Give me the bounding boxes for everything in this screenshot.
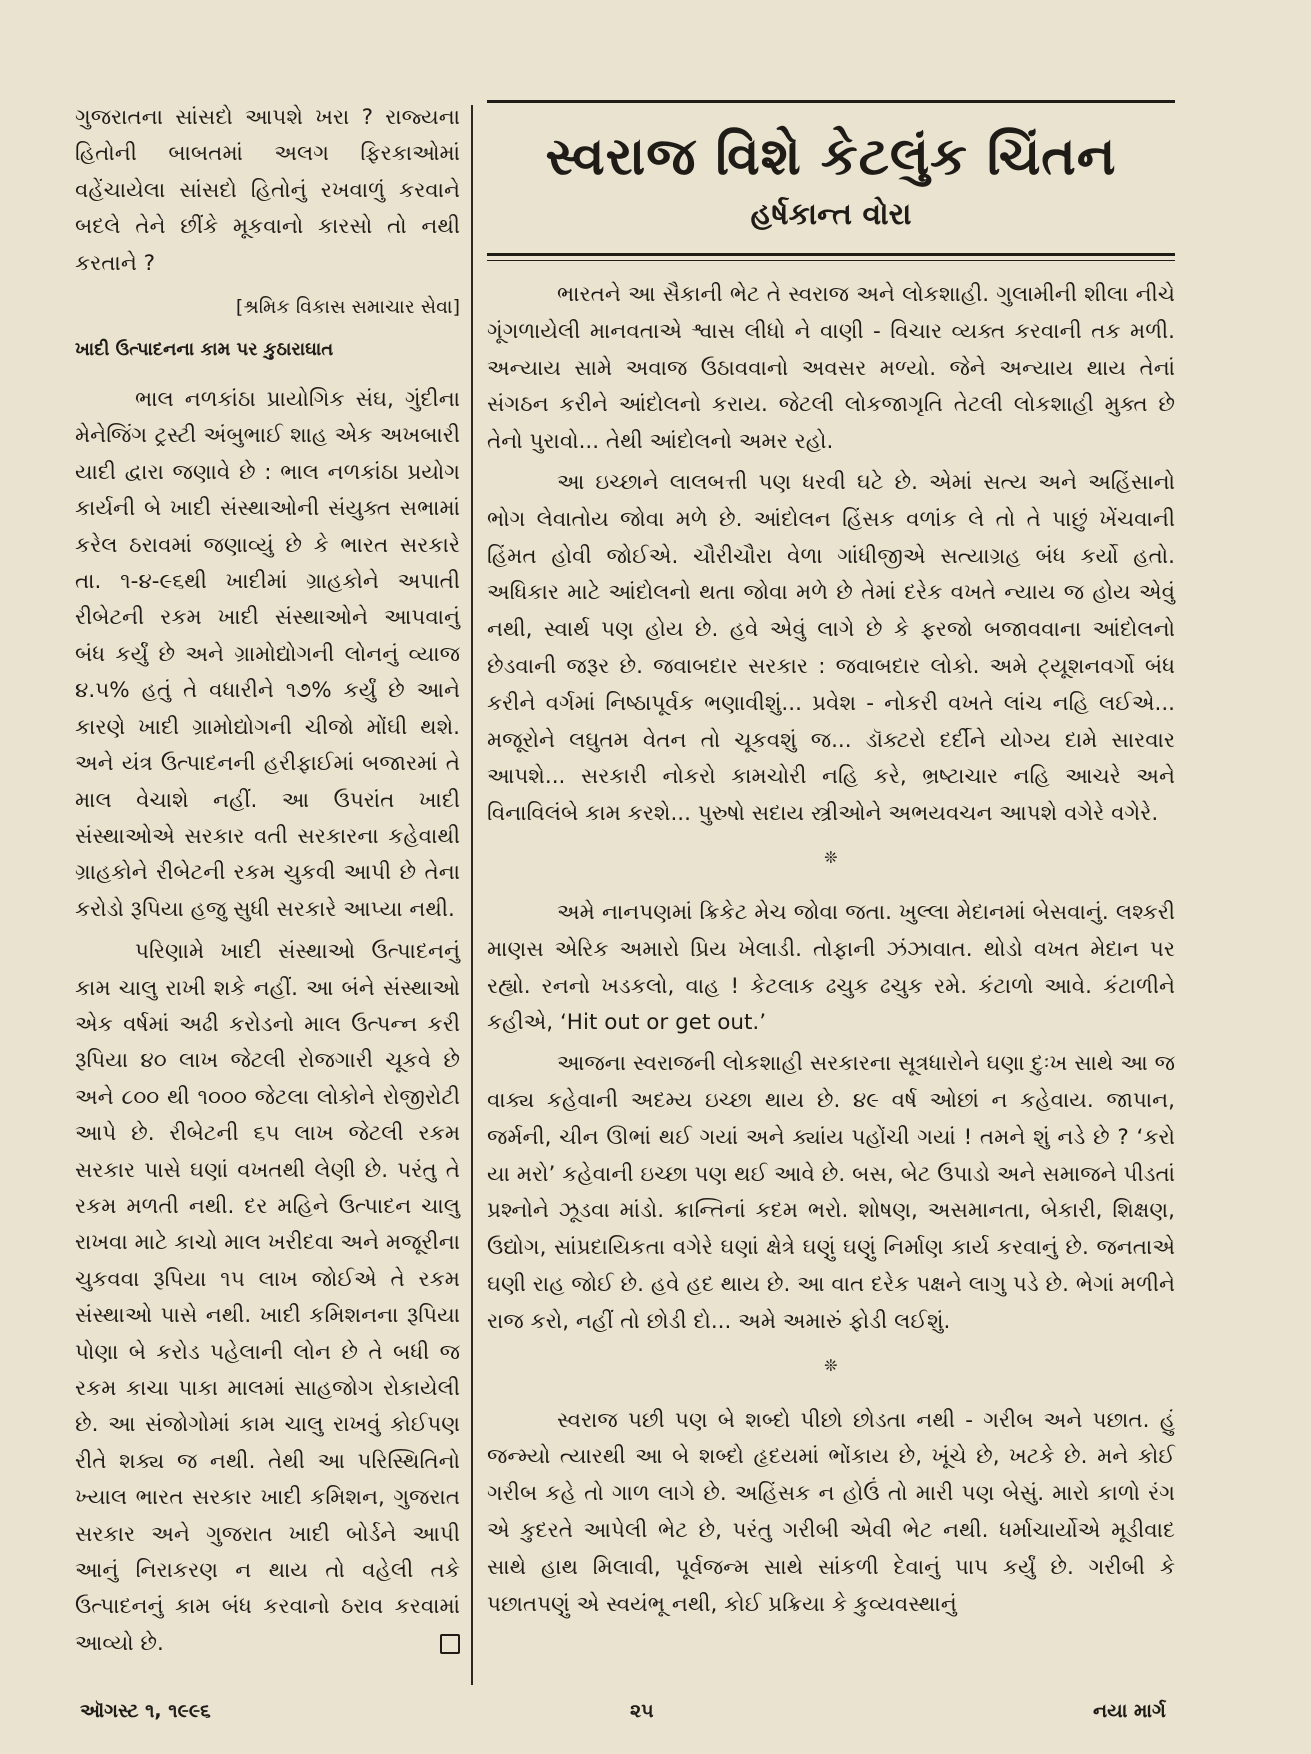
title-bottom-rule (487, 253, 1175, 256)
article-paragraph-2: આ ઇચ્છાને લાલબત્તી પણ ધરવી ઘટે છે. એમાં સત્ય અને અહિંસાનો ભોગ લેવાતોય જોવા મળે છે. આંદોલન હિંસક વળાંક લે તો તે પાછું ખેંચવાની હિંમત હોવી જોઈએ. ચૌરીચૌરા વેળા ગાંધીજીએ સત્યાગ્રહ બંધ કર્યો હતો. અધિકાર માટે આંદોલનો થતા જોવા મળે છે તેમાં દરેક વખતે ન્યાય જ હોય એવું નથી, સ્વાર્થ પણ હોય છે. હવે એવું લાગે છે કે ફરજો બજાવવાના આંદોલનો છેડવાની જરૂર છે. જવાબદાર સરકાર : જવાબદાર લોકો. અમે ટ્યૂશનવર્ગો બંધ કરીને વર્ગમાં નિષ્ઠાપૂર્વક ભણાવીશું... પ્રવેશ - નોકરી વખતે લાંચ નહિ લઈએ... મજૂરોને લઘુતમ વેતન તો ચૂકવશું જ... ડૉક્ટરો દર્દીને યોગ્ય દામે સારવાર આપશે... સરકારી નોકરો કામચોરી નહિ કરે, ભ્રષ્ટાચાર નહિ આચરે અને વિનાવિલંબે કામ કરશે... પુરુષો સદાય સ્ત્રીઓને અભયવચન આપશે વગેરે વગેરે. (487, 469, 1175, 827)
column-divider (471, 105, 473, 1685)
title-top-rule (487, 100, 1175, 103)
title-bottom-rule-thin (487, 260, 1175, 261)
end-mark-icon (440, 1634, 460, 1654)
footer-publication: નયા માર્ગ (1093, 1700, 1166, 1722)
section-separator-icon-2: ❊ (824, 1355, 838, 1375)
section-separator-icon: ❊ (824, 847, 838, 867)
left-column (75, 100, 460, 1662)
article-author: હર્ષકાન્ત વોરા (750, 197, 912, 232)
article-column (487, 100, 1175, 1623)
article-paragraph-5: સ્વરાજ પછી પણ બે શબ્દો પીછો છોડતા નથી - ગરીબ અને પછાત. હું જન્મ્યો ત્યારથી આ બે શબ્દો હૃદયમાં ભોંકાય છે, ખૂંચે છે, ખટકે છે. મને કોઈ ગરીબ કહે તો ગાળ લાગે છે. અહિંસક ન હોઉં તો મારી પણ બેસું. મારો કાળો રંગ એ કુદરતે આપેલી ભેટ છે, પરંતુ ગરીબી એવી ભેટ નથી. ધર્માચાર્યોએ મૂડીવાદ સાથે હાથ મિલાવી, પૂર્વજન્મ સાથે સાંકળી દેવાનું પાપ કર્યું છે. ગરીબી કે પછાતપણું એ સ્વયંભૂ નથી, કોઈ પ્રક્રિયા કે કુવ્યવસ્થાનું (487, 1407, 1175, 1617)
intro-paragraph: ગુજરાતના સાંસદો આપશે ખરા ? રાજ્યના હિતોની બાબતમાં અલગ ફિરકાઓમાં વહેંચાયેલા સાંસદો હિતોનું રખવાળું કરવાને બદલે તેને છીંકે મૂકવાનો કારસો તો નથી કરતાને ? (75, 105, 460, 276)
source-credit: [શ્રમિક વિકાસ સમાચાર સેવા] (235, 296, 460, 319)
news-subheading: ખાદી ઉત્પાદનના કામ પર કુઠારાઘાત (75, 339, 334, 361)
news-paragraph-2-text: પરિણામે ખાદી સંસ્થાઓ ઉત્પાદનનું કામ ચાલુ રાખી શકે નહીં. આ બંને સંસ્થાઓ એક વર્ષમાં અઢી કરોડનો માલ ઉત્પન્ન કરી રૂપિયા ૪૦ લાખ જેટલી રોજગારી ચૂકવે છે અને ૮૦૦ થી ૧૦૦૦ જેટલા લોકોને રોજીરોટી આપે છે. રીબેટની ૬૫ લાખ જેટલી રકમ સરકાર પાસે ઘણાં વખતથી લેણી છે. પરંતુ તે રકમ મળતી નથી. દર મહિને ઉત્પાદન ચાલુ રાખવા માટે કાચો માલ ખરીદવા અને મજૂરીના ચુકવવા રૂપિયા ૧૫ લાખ જોઈએ તે રકમ સંસ્થાઓ પાસે નથી. ખાદી કમિશનના રૂપિયા પોણા બે કરોડ પહેલાની લોન છે તે બધી જ રકમ કાચા પાકા માલમાં સાહજોગ રોકાયેલી છે. આ સંજોગોમાં કામ ચાલુ રાખવું કોઈપણ રીતે શક્ય જ નથી. તેથી આ પરિસ્થિતિનો ખ્યાલ ભારત સરકાર ખાદી કમિશન, ગુજરાત સરકાર અને ગુજરાત ખાદી બોર્ડને આપી આનું નિરાકરણ ન થાય તો વહેલી તકે ઉત્પાદનનું કામ બંધ કરવાનો ઠરાવ કરવામાં આવ્યો છે. (75, 939, 460, 1656)
footer-date: ઑગસ્ટ ૧, ૧૯૯૬ (80, 1700, 211, 1722)
news-paragraph-2 (75, 934, 460, 1662)
article-paragraph-1: ભારતને આ સૈકાની ભેટ તે સ્વરાજ અને લોકશાહી. ગુલામીની શીલા નીચે ગૂંગળાયેલી માનવતાએ શ્વાસ લીધો ને વાણી - વિચાર વ્યક્ત કરવાની તક મળી. અન્યાય સામે અવાજ ઉઠાવવાનો અવસર મળ્યો. જેને અન્યાય થાય તેનાં સંગઠન કરીને આંદોલનો કરાય. જેટલી લોકજાગૃતિ તેટલી લોકશાહી મુક્ત છે તેનો પુરાવો... તેથી આંદોલનો અમર રહો. (487, 282, 1175, 455)
footer-page-number: ૨૫ (630, 1700, 654, 1722)
article-paragraph-4: આજના સ્વરાજની લોકશાહી સરકારના સૂત્રધારોને ઘણા દુઃખ સાથે આ જ વાક્ય કહેવાની અદમ્ય ઇચ્છા થાય છે. ૪૯ વર્ષ ઓછાં ન કહેવાય. જાપાન, જર્મની, ચીન ઊભાં થઈ ગયાં અને ક્યાંય પહોંચી ગયાં ! તમને શું નડે છે ? ‘કરો યા મરો’ કહેવાની ઇચ્છા પણ થઈ આવે છે. બસ, બેટ ઉપાડો અને સમાજને પીડતાં પ્રશ્નોને ઝૂડવા માંડો. ક્રાન્તિનાં કદમ ભરો. શોષણ, અસમાનતા, બેકારી, શિક્ષણ, ઉદ્યોગ, સાંપ્રદાયિકતા વગેરે ઘણાં ક્ષેત્રે ઘણું ઘણું નિર્માણ કાર્ય કરવાનું છે. જનતાએ ઘણી રાહ જોઈ છે. હવે હદ થાય છે. આ વાત દરેક પક્ષને લાગુ પડે છે. ભેગાં મળીને રાજ કરો, નહીં તો છોડી દો... અમે અમારું ફોડી લઈશું. (487, 1051, 1175, 1334)
news-paragraph-1: ભાલ નળકાંઠા પ્રાયોગિક સંઘ, ગુંદીના મેનેજિંગ ટ્રસ્ટી અંબુભાઈ શાહ એક અખબારી યાદી દ્વારા જણાવે છે : ભાલ નળકાંઠા પ્રયોગ કાર્યની બે ખાદી સંસ્થાઓની સંયુક્ત સભામાં કરેલ ઠરાવમાં જણાવ્યું છે કે ભારત સરકારે તા. ૧-૪-૯૬થી ખાદીમાં ગ્રાહકોને અપાતી રીબેટની રકમ ખાદી સંસ્થાઓને આપવાનું બંધ કર્યું છે અને ગ્રામોદ્યોગની લોનનું વ્યાજ ૪.૫% હતું તે વધારીને ૧૭% કર્યું છે આને કારણે ખાદી ગ્રામોદ્યોગની ચીજો મોંઘી થશે. અને યંત્ર ઉત્પાદનની હરીફાઈમાં બજારમાં તે માલ વેચાશે નહીં. આ ઉપરાંત ખાદી સંસ્થાઓએ સરકાર વતી સરકારના કહેવાથી ગ્રાહકોને રીબેટની રકમ ચુકવી આપી છે તેના કરોડો રૂપિયા હજુ સુધી સરકારે આપ્યા નથી. (75, 387, 460, 922)
article-paragraph-3: અમે નાનપણમાં ક્રિકેટ મેચ જોવા જતા. ખુલ્લા મેદાનમાં બેસવાનું. લશ્કરી માણસ એરિક અમારો પ્રિય ખેલાડી. તોફાની ઝંઝાવાત. થોડો વખત મેદાન પર રહ્યો. રનનો ખડકલો, વાહ ! કેટલાક ઢચુક ઢચુક રમે. કંટાળો આવે. કંટાળીને કહીએ, ‘Hit out or get out.’ (487, 899, 1175, 1036)
article-title: સ્વરાજ વિશે કેટલુંક ચિંતન (545, 127, 1117, 187)
